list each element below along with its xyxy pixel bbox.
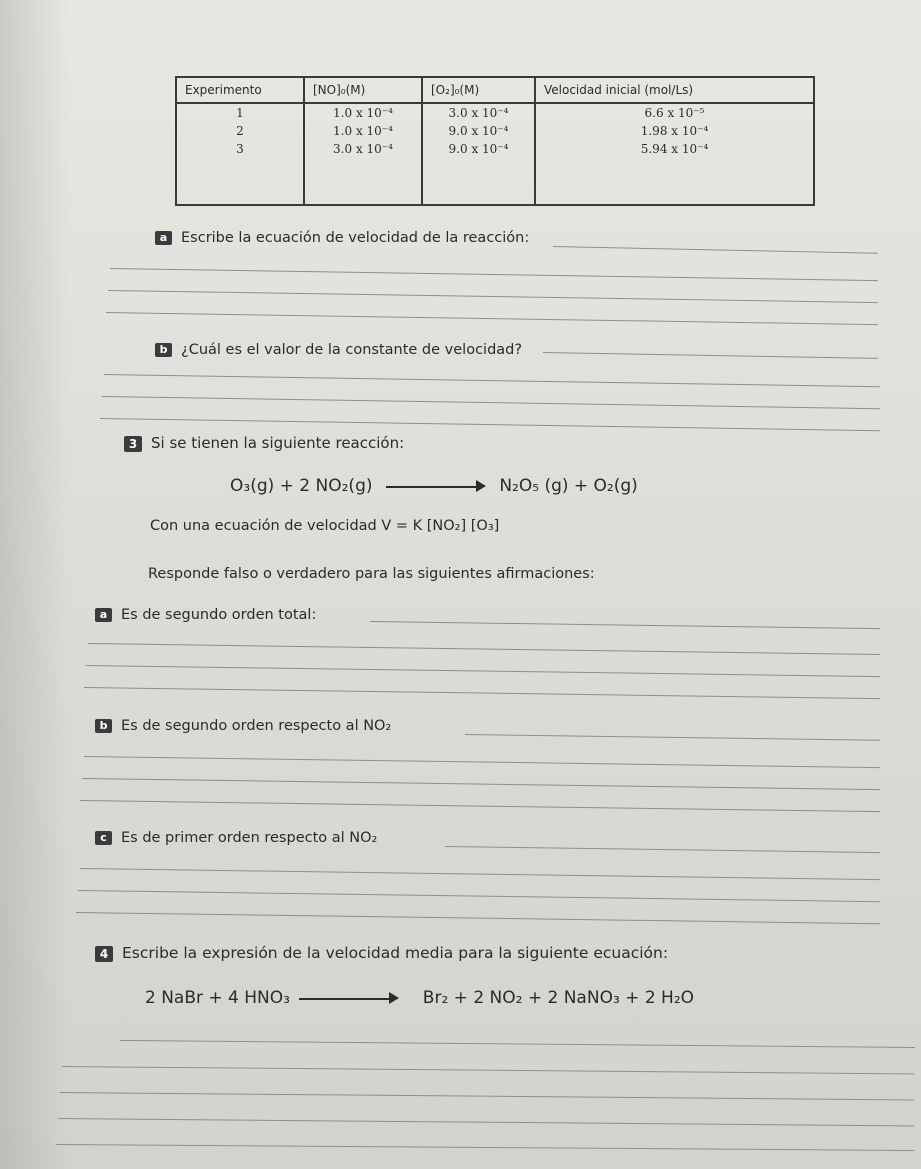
badge-b: b: [95, 719, 112, 733]
badge-c: c: [95, 831, 112, 845]
answer-line[interactable]: [106, 312, 878, 325]
table-header-row: [176, 77, 814, 103]
badge-4: 4: [95, 946, 113, 962]
cell-o2-2: 9.0 x 10⁻⁴: [448, 124, 509, 138]
question-3-intro: Si se tienen la siguiente reacción:: [151, 434, 405, 452]
cell-no-2: 1.0 x 10⁻⁴: [333, 124, 393, 138]
question-3c-text: Es de primer orden respecto al NO₂: [121, 830, 378, 846]
answer-line[interactable]: [100, 418, 880, 431]
rate-equation-line: [150, 518, 499, 534]
answer-line[interactable]: [445, 846, 880, 853]
reaction-arrow-icon: [299, 991, 399, 1005]
answer-line[interactable]: [56, 1144, 914, 1151]
question-3c: [95, 830, 377, 846]
cell-no-1: 1.0 x 10⁻⁴: [333, 106, 393, 120]
reaction-4-left: 2 NaBr + 4 HNO₃: [145, 988, 290, 1008]
answer-line[interactable]: [120, 1040, 915, 1048]
badge-b: b: [155, 343, 172, 357]
answer-line[interactable]: [102, 396, 880, 409]
reaction-3-left: O₃(g) + 2 NO₂(g): [230, 476, 373, 496]
question-4: [95, 944, 668, 962]
answer-line[interactable]: [370, 621, 880, 629]
reaction-equation-3: [230, 476, 638, 496]
reaction-equation-4: [145, 988, 694, 1008]
answer-line[interactable]: [78, 890, 880, 902]
instruction-text: Responde falso o verdadero para las siguientes afirmaciones:: [148, 566, 595, 582]
header-experimento: Experimento: [176, 77, 304, 103]
question-2b: [155, 342, 522, 358]
header-no: [NO]₀(M): [304, 77, 422, 103]
cell-exp-1: 1: [236, 106, 244, 120]
cell-experiments: [176, 103, 304, 205]
experiment-table: [175, 76, 815, 206]
rate-label: Con una ecuación de velocidad: [150, 518, 377, 534]
reaction-arrow-icon: [386, 479, 486, 493]
question-3b: [95, 718, 391, 734]
answer-line[interactable]: [86, 665, 880, 677]
cell-rate-2: 1.98 x 10⁻⁴: [640, 124, 709, 138]
answer-line[interactable]: [84, 756, 880, 768]
answer-line[interactable]: [62, 1066, 914, 1074]
answer-line[interactable]: [88, 643, 880, 655]
answer-line[interactable]: [104, 374, 880, 387]
answer-line[interactable]: [60, 1092, 914, 1100]
rate-equation: V = K [NO₂] [O₃]: [381, 518, 500, 534]
answer-line[interactable]: [553, 246, 878, 254]
answer-line[interactable]: [76, 912, 880, 924]
header-o2: [O₂]₀(M): [422, 77, 535, 103]
answer-line[interactable]: [465, 734, 880, 741]
question-2a: [155, 230, 529, 246]
question-3: [124, 434, 404, 452]
question-3a: [95, 607, 316, 623]
header-velocidad: Velocidad inicial (mol/Ls): [535, 77, 814, 103]
page-shadow: [0, 0, 70, 1169]
cell-no-values: [304, 103, 422, 205]
cell-rate-3: 5.94 x 10⁻⁴: [640, 142, 709, 156]
answer-line[interactable]: [58, 1118, 914, 1126]
table-body-row: [176, 103, 814, 205]
answer-line[interactable]: [108, 290, 878, 303]
cell-no-3: 3.0 x 10⁻⁴: [333, 142, 393, 156]
answer-line[interactable]: [80, 800, 880, 812]
question-3b-text: Es de segundo orden respecto al NO₂: [121, 718, 392, 734]
answer-line[interactable]: [84, 687, 880, 699]
question-3a-text: Es de segundo orden total:: [121, 607, 317, 623]
answer-line[interactable]: [82, 778, 880, 790]
question-2a-text: Escribe la ecuación de velocidad de la reacción:: [181, 230, 530, 246]
reaction-3-right: N₂O₅ (g) + O₂(g): [499, 476, 638, 496]
answer-line[interactable]: [543, 352, 878, 359]
cell-rate-1: 6.6 x 10⁻⁵: [644, 106, 705, 120]
cell-rate-values: [535, 103, 814, 205]
cell-exp-2: 2: [236, 124, 244, 138]
badge-3: 3: [124, 436, 142, 452]
badge-a: a: [155, 231, 172, 245]
cell-o2-3: 9.0 x 10⁻⁴: [448, 142, 509, 156]
question-4-text: Escribe la expresión de la velocidad media para la siguiente ecuación:: [122, 944, 669, 962]
reaction-4-right: Br₂ + 2 NO₂ + 2 NaNO₃ + 2 H₂O: [422, 988, 695, 1008]
answer-line[interactable]: [80, 868, 880, 880]
answer-line[interactable]: [110, 268, 878, 281]
cell-exp-3: 3: [236, 142, 244, 156]
question-2b-text: ¿Cuál es el valor de la constante de velocidad?: [181, 342, 523, 358]
cell-o2-values: [422, 103, 535, 205]
cell-o2-1: 3.0 x 10⁻⁴: [448, 106, 509, 120]
badge-a: a: [95, 608, 112, 622]
